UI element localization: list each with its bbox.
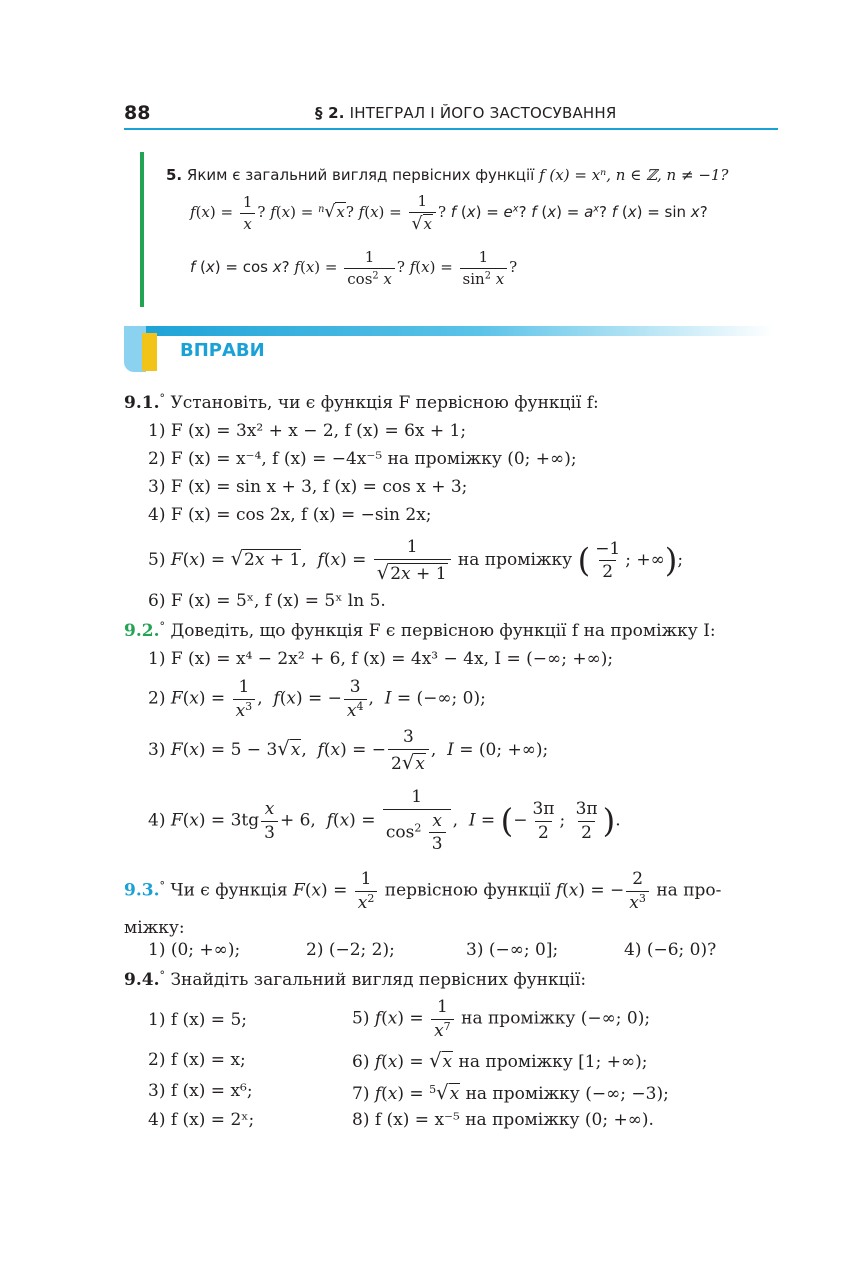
exercise-number: 9.2. (124, 621, 160, 641)
exercise-option: 1) (0; +∞); (148, 940, 241, 960)
exercise-item-7: 7) f(x) = $^5$√x на проміжку (−∞; −3); (352, 1081, 669, 1104)
exercise-item-4: 4) F(x) = 3tg $\frac{x}{3}$ + 6, f(x) = 1 $\cos^2$ $\frac{x}{3}$ , I = (− $\frac{3\pi}{2}$ ; $\frac{3\pi}{2}$ ). (148, 787, 621, 855)
exercise-9-2-heading: 9.2.° Доведіть, що функція F є первісною функції f на проміжку I: (124, 619, 716, 641)
exercise-item: 3) F (x) = sin x + 3, f (x) = cos x + 3; (148, 477, 468, 497)
header-rule (124, 128, 778, 130)
exercise-number: 9.3. (124, 880, 160, 901)
exercise-9-3-heading: 9.3.° Чи є функція F(x) = $\frac{1}{x^2}$ первісною функції f(x) = − $\frac{2}{x^3}$ на про- (124, 869, 722, 913)
exercise-text: Установіть, чи є функція F первісною функції f: (170, 393, 599, 413)
page-number: 88 (124, 102, 151, 124)
exercise-item-2: 2) F(x) = $\frac{1}{x^3}$ , f(x) = − $\frac{3}{x^4}$ , I = (−∞; 0); (148, 677, 486, 721)
question-accent-bar (140, 152, 144, 307)
question-line-1 (166, 166, 728, 184)
question-line-3: f (x) = cos x? f(x) = $\frac{1}{\cos^2 x}$ ? f(x) = $\frac{1}{\sin^2 x}$ ? (190, 248, 518, 288)
exercise-number: 9.4. (124, 970, 160, 990)
exercise-text: Знайдіть загальний вигляд первісних функції: (170, 970, 587, 990)
question-function: f (x) = xⁿ, n ∈ ℤ, n ≠ −1? (539, 166, 729, 184)
exercise-item: 4) F (x) = cos 2x, f (x) = −sin 2x; (148, 505, 432, 525)
exercise-9-4-heading: 9.4.° Знайдіть загальний вигляд первісних функції: (124, 968, 587, 990)
exercise-option: 2) (−2; 2); (306, 940, 395, 960)
exercise-item-6: 6) f(x) = √x на проміжку [1; +∞); (352, 1049, 648, 1072)
exercise-text: Доведіть, що функція F є первісною функції f на проміжку I: (170, 621, 716, 641)
exercise-item: 1) f (x) = 5; (148, 1010, 247, 1030)
banner-tab-yellow (142, 333, 157, 371)
question-number: 5. (166, 166, 183, 184)
exercise-item: 3) f (x) = x⁶; (148, 1081, 253, 1101)
exercise-item: 4) f (x) = 2ˣ; (148, 1110, 255, 1130)
exercise-item: 6) F (x) = 5ˣ, f (x) = 5ˣ ln 5. (148, 591, 386, 611)
exercise-item: 1) F (x) = 3x² + x − 2, f (x) = 6x + 1; (148, 421, 467, 441)
exercise-9-3-continuation: міжку: (124, 918, 185, 938)
exercise-option: 4) (−6; 0)? (624, 940, 717, 960)
question-line-2: f(x) = $\frac{1}{x}$ ? f(x) = $^n$√x? f(x) = $\frac{1}{√x}$ ? f $(x) = e^x$? f $(x) = a^x$? f (x) = sin x? (190, 192, 708, 234)
question-text: Яким є загальний вигляд первісних функції (186, 166, 535, 184)
exercise-item-5: 5) F(x) = √2x + 1, f(x) = $\frac{1}{√2x + 1}$ на проміжку ( $\frac{-1}{2}$ ; +∞); (148, 537, 684, 584)
exercise-item-3: 3) F(x) = 5 − 3√x, f(x) = − $\frac{3}{2√x}$ , I = (0; +∞); (148, 727, 549, 774)
section-mark: § 2. (315, 104, 345, 122)
exercise-option: 3) (−∞; 0]; (466, 940, 559, 960)
exercises-title: ВПРАВИ (180, 340, 265, 361)
exercise-item: 1) F (x) = x⁴ − 2x² + 6, f (x) = 4x³ − 4x, I = (−∞; +∞); (148, 649, 614, 669)
exercise-item: 2) F (x) = x⁻⁴, f (x) = −4x⁻⁵ на проміжку (0; +∞); (148, 449, 577, 469)
exercises-banner-stripe (124, 326, 774, 336)
running-header (315, 104, 617, 122)
section-title: ІНТЕГРАЛ І ЙОГО ЗАСТОСУВАННЯ (349, 104, 617, 122)
exercise-number: 9.1. (124, 393, 160, 413)
exercise-item-5: 5) f(x) = $\frac{1}{x^7}$ на проміжку (−∞; 0); (352, 997, 651, 1041)
exercise-9-1-heading: 9.1.° Установіть, чи є функція F первісною функції f: (124, 391, 599, 413)
exercise-item: 8) f (x) = x⁻⁵ на проміжку (0; +∞). (352, 1110, 654, 1130)
exercise-item: 2) f (x) = x; (148, 1050, 246, 1070)
